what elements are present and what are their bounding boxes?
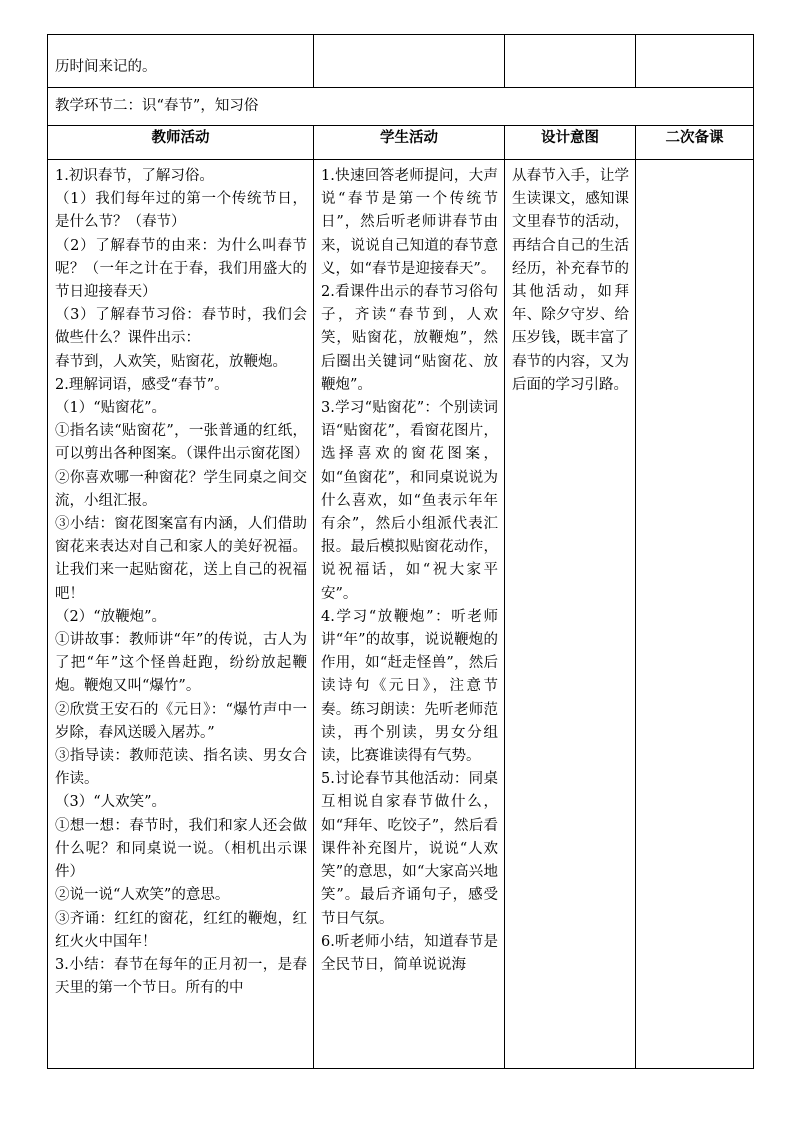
teacher-activity-line: 春节到，人欢笑，贴窗花，放鞭炮。 xyxy=(55,353,287,370)
design-intent-text xyxy=(505,160,635,397)
continued-row xyxy=(48,35,754,88)
student-activity-line: 1.快速回答老师提问，大声说“春节是第一个传统节日”，然后听老师讲春节由来，说说自己知道的春节意义，如“春节是迎接春天”。 xyxy=(321,168,498,277)
teacher-activity-line: （2）“放鞭炮”。 xyxy=(55,608,167,625)
header-row xyxy=(48,126,754,160)
header-student: 学生活动 xyxy=(314,126,505,160)
teacher-activity-line: ①指名读“贴窗花”，一张普通的红纸，可以剪出各种图案。（课件出示窗花图） xyxy=(55,423,309,463)
continued-student-cell xyxy=(314,35,505,88)
design-intent-cell xyxy=(505,160,636,1069)
teacher-activity-line: 1.初识春节，了解习俗。 xyxy=(55,168,214,184)
header-teacher: 教师活动 xyxy=(48,126,314,160)
student-activity-line: 3.学习“贴窗花”：个别读词语“贴窗花”，看窗花图片，选择喜欢的窗花图案，如“鱼窗花”，和同桌说说为什么喜欢，如“鱼表示年年有余”，然后小组派代表汇报。最后模拟贴窗花动作，说祝福话，如“祝大家平安”。 xyxy=(321,400,498,602)
student-activity-cell xyxy=(314,160,505,1069)
design-intent-paragraph: 从春节入手，让学生读课文，感知课文里春节的活动，再结合自己的生活经历，补充春节的其他活动，如拜年、除夕守岁、给压岁钱，既丰富了春节的内容，又为后面的学习引路。 xyxy=(512,168,629,393)
student-activity-line: 6.听老师小结，知道春节是全民节日，简单说说海 xyxy=(321,933,498,973)
teacher-activity-line: （3）“人欢笑”。 xyxy=(55,794,167,811)
teacher-activity-line: （2）了解春节的由来：为什么叫春节呢？（一年之计在于春，我们用盛大的节日迎接春天） xyxy=(55,237,307,301)
lesson-plan-page xyxy=(47,34,753,1069)
teacher-activity-line: ①想一想：春节时，我们和家人还会做什么呢？和同桌说一说。（相机出示课件） xyxy=(55,817,307,881)
lesson-plan-table xyxy=(47,34,754,1069)
continued-teacher-text: 历时间来记的。 xyxy=(55,59,157,75)
teacher-activity-line: ②说一说“人欢笑”的意思。 xyxy=(55,887,230,904)
teacher-activity-line: ②欣赏王安石的《元日》：“爆竹声中一岁除，春风送暖入屠苏。” xyxy=(55,701,307,741)
continued-teacher-cell xyxy=(48,35,314,88)
activity-row xyxy=(48,160,754,1069)
student-activity-line: 4.学习“放鞭炮”：听老师讲“年”的故事，说说鞭炮的作用，如“赶走怪兽”，然后读诗句《元日》，注意节奏。练习朗读：先听老师范读，再个别读，男女分组读，比赛谁读得有气势。 xyxy=(321,608,498,765)
continued-intent-cell xyxy=(505,35,636,88)
header-second: 二次备课 xyxy=(636,126,754,160)
teacher-activity-line: ③齐诵：红红的窗花，红红的鞭炮，红红火火中国年！ xyxy=(55,910,307,950)
second-prep-cell xyxy=(636,160,754,1069)
header-intent: 设计意图 xyxy=(505,126,636,160)
teacher-activity-line: ②你喜欢哪一种窗花？学生同桌之间交流，小组汇报。 xyxy=(55,469,307,509)
teacher-activity-line: 3.小结：春节在每年的正月初一，是春天里的第一个节日。所有的中 xyxy=(55,956,307,997)
student-activity-line: 2.看课件出示的春节习俗句子，齐读“春节到，人欢笑，贴窗花，放鞭炮”，然后圈出关键词“贴窗花、放鞭炮”。 xyxy=(321,284,498,393)
teacher-activity-line: ③指导读：教师范读、指名读、男女合作读。 xyxy=(55,748,307,788)
section-cell xyxy=(48,88,754,126)
student-activity-text xyxy=(314,160,504,977)
section-title: 教学环节二：识“春节”，知习俗 xyxy=(55,98,259,114)
teacher-activity-line: ③小结：窗花图案富有内涵，人们借助窗花来表达对自己和家人的美好祝福。让我们来一起贴窗花，送上自己的祝福吧！ xyxy=(55,516,307,602)
section-row xyxy=(48,88,754,126)
teacher-activity-line: （1）我们每年过的第一个传统节日，是什么节？（春节） xyxy=(55,191,307,231)
teacher-activity-line: 2.理解词语，感受“春节”。 xyxy=(55,376,229,393)
teacher-activity-line: （1）“贴窗花”。 xyxy=(55,400,167,417)
teacher-activity-text xyxy=(48,160,313,1000)
teacher-activity-cell xyxy=(48,160,314,1069)
continued-second-cell xyxy=(636,35,754,88)
student-activity-line: 5.讨论春节其他活动：同桌互相说自家春节做什么，如“拜年、吃饺子”，然后看课件补充图片，说说“人欢笑”的意思，如“大家高兴地笑”。最后齐诵句子，感受节日气氛。 xyxy=(321,771,498,927)
teacher-activity-line: （3）了解春节习俗：春节时，我们会做些什么？课件出示： xyxy=(55,307,307,347)
teacher-activity-line: ①讲故事：教师讲“年”的传说，古人为了把“年”这个怪兽赶跑，纷纷放起鞭炮。鞭炮又叫“爆竹”。 xyxy=(55,632,307,695)
